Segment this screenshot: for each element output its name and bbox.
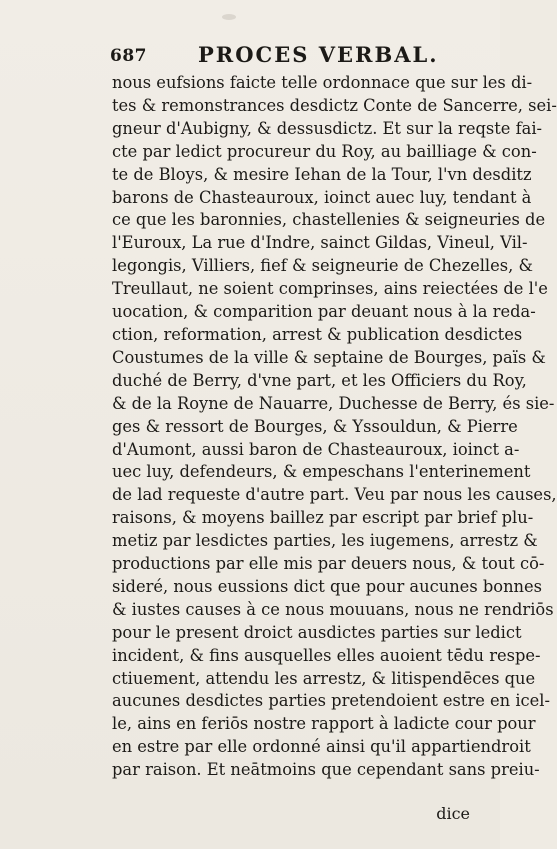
text-line: productions par elle mis par deuers nous, & tout cō- bbox=[112, 554, 545, 574]
catchword: dice bbox=[436, 804, 470, 823]
text-line: Coustumes de la ville & septaine de Bourges, païs & bbox=[112, 347, 546, 367]
text-line: pour le present droict ausdictes parties sur ledict bbox=[112, 622, 522, 642]
text-line: te de Bloys, & mesire Iehan de la Tour, l'vn desditz bbox=[112, 164, 532, 184]
text-line: sideré, nous eussions dict que pour aucunes bonnes bbox=[112, 576, 543, 596]
text-line: ce que les baronnies, chastellenies & seigneuries de bbox=[112, 210, 546, 230]
text-line: raisons, & moyens baillez par escript par brief plu- bbox=[112, 508, 534, 528]
text-line: barons de Chasteauroux, ioinct auec luy, tendant à bbox=[112, 187, 532, 207]
text-line: metiz par lesdictes parties, les iugemens, arrestz & bbox=[112, 531, 538, 551]
text-line: de lad requeste d'autre part. Veu par nous les causes, bbox=[112, 485, 557, 505]
text-line: ges & ressort de Bourges, & Yssouldun, & Pierre bbox=[112, 416, 518, 436]
running-title: PROCES VERBAL. bbox=[198, 42, 439, 67]
text-line: aucunes desdictes parties pretendoient estre en icel- bbox=[112, 691, 551, 711]
body-text bbox=[112, 72, 557, 782]
text-line: le, ains en feriōs nostre rapport à ladicte cour pour bbox=[112, 714, 536, 734]
text-line: nous eufsions faicte telle ordonnace que sur les di- bbox=[112, 73, 533, 92]
text-line: d'Aumont, aussi baron de Chasteauroux, ioinct a- bbox=[112, 439, 520, 459]
text-line: uocation, & comparition par deuant nous à la reda- bbox=[112, 302, 536, 322]
text-line: cte par ledict procureur du Roy, au bailliage & con- bbox=[112, 141, 537, 161]
text-line: Treullaut, ne soient comprinses, ains reiectées de l'e bbox=[112, 279, 548, 299]
text-line: l'Euroux, La rue d'Indre, sainct Gildas, Vineul, Vil- bbox=[112, 233, 528, 253]
text-line: uec luy, defendeurs, & empeschans l'enterinement bbox=[112, 462, 531, 482]
page-header bbox=[110, 40, 464, 70]
text-line: legongis, Villiers, fief & seigneurie de Chezelles, & bbox=[112, 256, 533, 276]
text-line: gneur d'Aubigny, & dessusdictz. Et sur la reqste fai- bbox=[112, 118, 543, 138]
ink-smudge bbox=[222, 14, 236, 20]
text-line: en estre par elle ordonné ainsi qu'il appartiendroit bbox=[112, 737, 531, 757]
text-line: ction, reformation, arrest & publication desdictes bbox=[112, 324, 523, 344]
text-line: & de la Royne de Nauarre, Duchesse de Berry, és sie- bbox=[112, 393, 555, 413]
text-line: par raison. Et neātmoins que cependant sans preiu- bbox=[112, 760, 540, 780]
text-line: ctiuement, attendu les arrestz, & litispendēces que bbox=[112, 668, 536, 688]
text-line: duché de Berry, d'vne part, et les Officiers du Roy, bbox=[112, 370, 527, 390]
text-line: tes & remonstrances desdictz Conte de Sancerre, sei- bbox=[112, 95, 557, 115]
text-line: & iustes causes à ce nous mouuans, nous ne rendriōs bbox=[112, 599, 554, 619]
page-number: 687 bbox=[110, 46, 147, 66]
text-line: incident, & fins ausquelles elles auoient tēdu respe- bbox=[112, 645, 541, 665]
